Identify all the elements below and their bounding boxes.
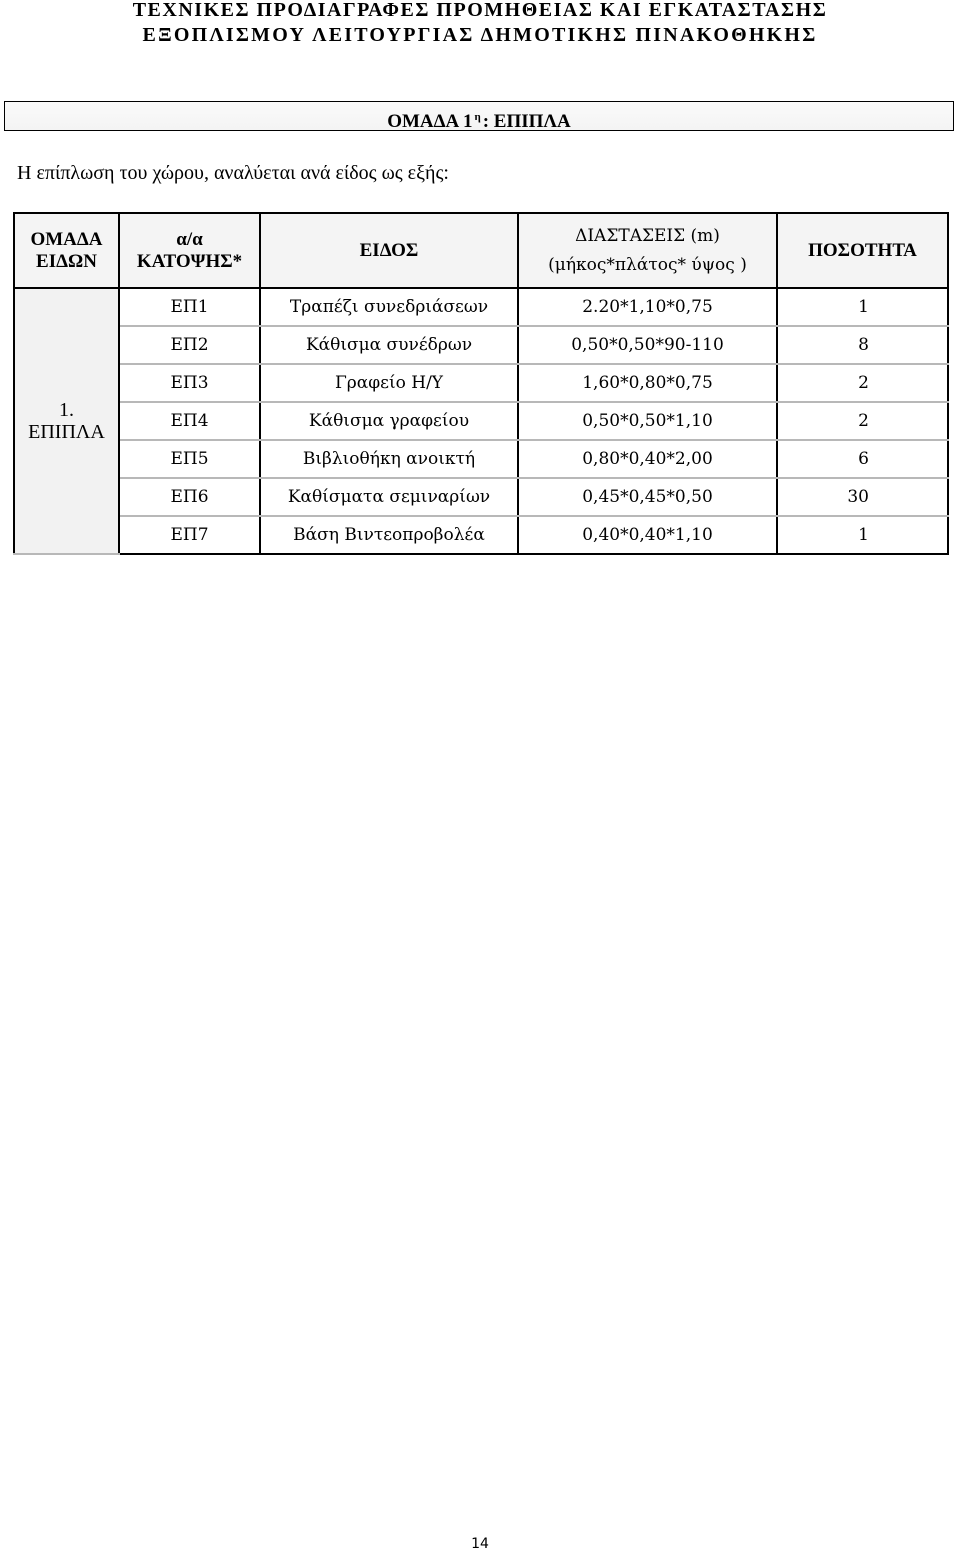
- cell-code: ΕΠ3: [119, 364, 260, 402]
- cell-code: ΕΠ2: [119, 326, 260, 364]
- table-row: [14, 516, 948, 554]
- cell-quantity: 8: [777, 326, 948, 364]
- cell-item: Καθίσματα σεμιναρίων: [260, 478, 518, 516]
- header-dimensions-line1: ΔΙΑΣΤΑΣΕΙΣ (m): [575, 225, 720, 246]
- header-code-line2: ΚΑΤΟΨΗΣ*: [136, 250, 243, 272]
- header-dimensions: [518, 213, 777, 288]
- page-number: 14: [471, 1536, 489, 1552]
- cell-item: Κάθισμα γραφείου: [260, 402, 518, 440]
- cell-dimensions: 0,80*0,40*2,00: [518, 440, 777, 478]
- group-heading-superscript: η: [474, 111, 481, 123]
- header-dimensions-line2: (μήκος*πλάτος* ύψος ): [548, 254, 747, 275]
- header-code: [119, 213, 260, 288]
- table-row: [14, 440, 948, 478]
- cell-code: ΕΠ1: [119, 288, 260, 326]
- table-row: [14, 288, 948, 326]
- header-quantity: ΠΟΣΟΤΗΤΑ: [777, 213, 948, 288]
- cell-dimensions: 1,60*0,80*0,75: [518, 364, 777, 402]
- group-label-cell: [14, 288, 119, 554]
- table-row: [14, 326, 948, 364]
- cell-dimensions: 0,40*0,40*1,10: [518, 516, 777, 554]
- cell-code: ΕΠ6: [119, 478, 260, 516]
- group-label-line1: 1.: [59, 399, 74, 421]
- document-title-line2: ΕΞΟΠΛΙΣΜΟΥ ΛΕΙΤΟΥΡΓΙΑΣ ΔΗΜΟΤΙΚΗΣ ΠΙΝΑΚΟΘΗΚΗΣ: [142, 24, 818, 46]
- cell-item: Βιβλιοθήκη ανοικτή: [260, 440, 518, 478]
- cell-item: Κάθισμα συνέδρων: [260, 326, 518, 364]
- cell-code: ΕΠ4: [119, 402, 260, 440]
- group-heading: [4, 101, 954, 131]
- cell-item: Γραφείο Η/Υ: [260, 364, 518, 402]
- group-heading-prefix: ΟΜΑΔΑ 1: [387, 111, 473, 132]
- header-group-line2: ΕΙΔΩΝ: [36, 250, 97, 272]
- cell-quantity: 30: [777, 478, 948, 516]
- table-row: [14, 402, 948, 440]
- header-group: [14, 213, 119, 288]
- header-group-line1: ΟΜΑΔΑ: [30, 228, 103, 250]
- cell-item: Τραπέζι συνεδριάσεων: [260, 288, 518, 326]
- cell-dimensions: 0,50*0,50*1,10: [518, 402, 777, 440]
- cell-quantity: 1: [777, 288, 948, 326]
- cell-quantity: 1: [777, 516, 948, 554]
- table-row: [14, 478, 948, 516]
- cell-item: Βάση Βιντεοπροβολέα: [260, 516, 518, 554]
- specifications-table: [13, 212, 949, 555]
- cell-quantity: 2: [777, 364, 948, 402]
- cell-dimensions: 2.20*1,10*0,75: [518, 288, 777, 326]
- header-item: ΕΙΔΟΣ: [260, 213, 518, 288]
- cell-quantity: 2: [777, 402, 948, 440]
- intro-text: Η επίπλωση του χώρου, αναλύεται ανά είδος ως εξής:: [17, 162, 449, 184]
- group-heading-suffix: : ΕΠΙΠΛΑ: [482, 111, 571, 132]
- cell-code: ΕΠ5: [119, 440, 260, 478]
- table-header-row: [14, 213, 948, 288]
- table-row: [14, 364, 948, 402]
- cell-code: ΕΠ7: [119, 516, 260, 554]
- document-title-line1: ΤΕΧΝΙΚΕΣ ΠΡΟΔΙΑΓΡΑΦΕΣ ΠΡΟΜΗΘΕΙΑΣ ΚΑΙ ΕΓΚΑΤΑΣΤΑΣΗΣ: [132, 0, 828, 21]
- cell-quantity: 6: [777, 440, 948, 478]
- cell-dimensions: 0,45*0,45*0,50: [518, 478, 777, 516]
- cell-dimensions: 0,50*0,50*90-110: [518, 326, 777, 364]
- group-label-line2: ΕΠΙΠΛΑ: [28, 421, 105, 443]
- header-code-line1: α/α: [176, 228, 203, 250]
